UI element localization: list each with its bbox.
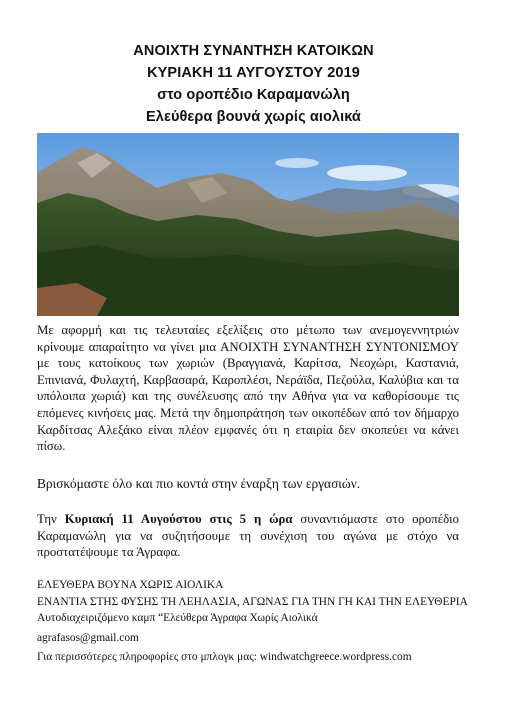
title-line-3: στο οροπέδιο Καραμανώλη	[157, 87, 350, 103]
title-line-2: ΚΥΡΙΑΚΗ 11 ΑΥΓΟΥΣΤΟΥ 2019	[147, 65, 360, 81]
footer-blog: Για περισσότερες πληροφορίες στο μπλογκ μας: windwatchgreece.wordpress.com	[37, 651, 412, 663]
work-start-paragraph: Βρισκόμαστε όλο και πιο κοντά στην έναρξη των εργασιών.	[37, 476, 361, 491]
footer-camp: Αυτοδιαχειριζόμενο καμπ “Ελεύθερα Άγραφα Χωρίς Αιολικά	[37, 612, 318, 624]
meeting-date-bold: Κυριακή 11 Αυγούστου στις 5 η ώρα	[64, 512, 293, 526]
mountain-photo	[37, 133, 459, 316]
meeting-paragraph	[37, 511, 459, 561]
title-line-1: ΑΝΟΙΧΤΗ ΣΥΝΑΝΤΗΣΗ ΚΑΤΟΙΚΩΝ	[133, 43, 374, 59]
poster-title	[0, 40, 507, 128]
footer-email: agrafasos@gmail.com	[37, 631, 139, 644]
footer-block	[37, 577, 477, 666]
meeting-rest: συναντιόμαστε στο οροπέδιο Καραμανώλη για να συζητήσουμε τη συνέχιση του αγώνα με στόχο να προστατέψουμε τα Άγραφα.	[37, 512, 460, 560]
meeting-prefix: Την	[37, 512, 65, 526]
footer-motto: ΕΝΑΝΤΙΑ ΣΤΗΣ ΦΥΣΗΣ ΤΗ ΛΕΗΛΑΣΙΑ, ΑΓΩΝΑΣ ΓΙΑ ΤΗΝ ΓΗ ΚΑΙ ΤΗΝ ΕΛΕΥΘΕΡΙΑ	[37, 595, 468, 608]
intro-paragraph: Με αφορμή και τις τελευταίες εξελίξεις στο μέτωπο των ανεμογεννητριών κρίνουμε απαραίτητο να γίνει μια ΑΝΟΙΧΤΗ ΣΥΝΑΝΤΗΣΗ ΣΥΝΤΟΝΙΣΜΟΥ με τους κατοίκους των χωριών (Βραγγιανά, Καρίτσα, Νεοχώρι, Καστανιά, Επινιανά, Φυλαχτή, Καρβασαρά, Καροπλέσι, Νεράϊδα, Πεζούλα, Καλύβια και τα υπόλοιπα χωριά) και της συνέλευσης από την Αθήνα για να καθορίσουμε τις επόμενες κινήσεις μας. Μετά την δημοπράτηση των οικοπέδων από τον δήμαρχο Καρδίτσας Αλεξάκο είναι πλέον εμφανές ότι η εταιρία δεν σκοπεύει να κάνει πίσω.	[37, 323, 459, 454]
footer-slogan: ΕΛΕΥΘΕΡΑ ΒΟΥΝΑ ΧΩΡΙΣ ΑΙΟΛΙΚΑ	[37, 579, 224, 591]
title-line-4: Ελεύθερα βουνά χωρίς αιολικά	[146, 109, 361, 125]
mountain-landscape-image	[37, 133, 459, 316]
